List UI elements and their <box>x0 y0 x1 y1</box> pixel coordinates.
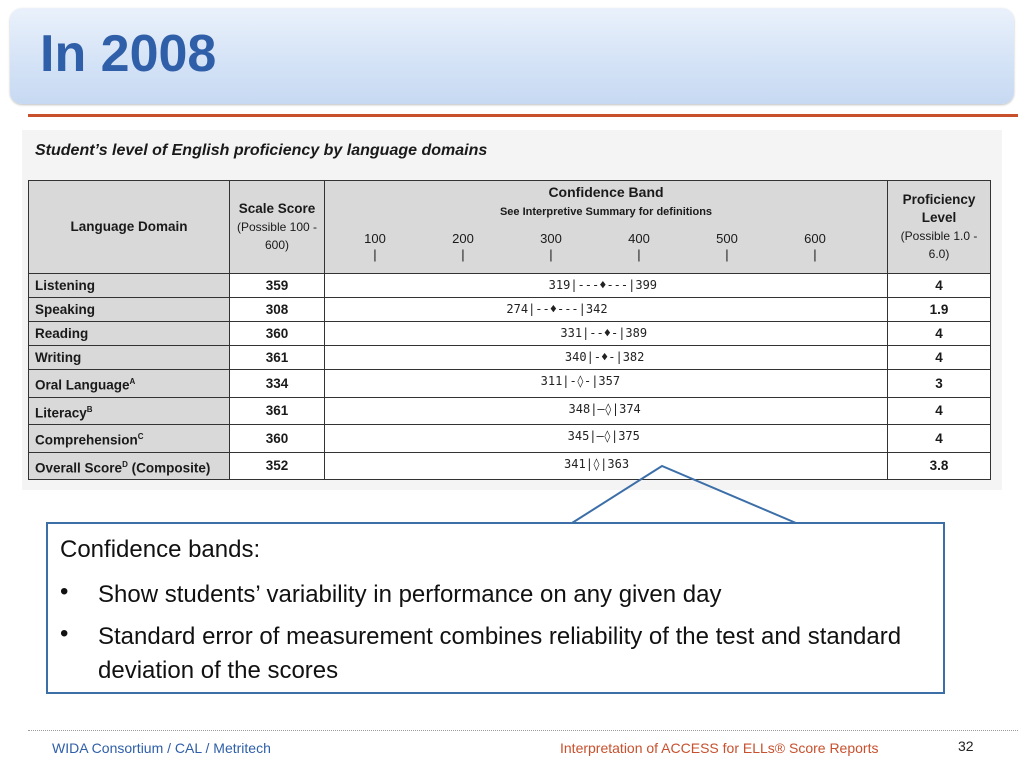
table-row <box>29 274 991 298</box>
col-header-domain <box>29 181 230 274</box>
col-header-scale <box>230 181 325 274</box>
scale-score-cell: 360 <box>230 322 325 346</box>
page-number: 32 <box>958 738 974 754</box>
domain-footnote-mark: D <box>122 459 128 469</box>
col-header-band-title: Confidence Band <box>548 184 664 200</box>
domain-name: Literacy <box>35 405 87 420</box>
confidence-band-cell <box>325 452 888 480</box>
table-row <box>29 322 991 346</box>
domain-name: Speaking <box>35 302 96 317</box>
domain-name: Listening <box>35 278 95 293</box>
band-axis-tick-mark: | <box>813 247 817 262</box>
scale-score-cell: 361 <box>230 346 325 370</box>
scale-score-cell: 334 <box>230 370 325 398</box>
footer-organization: WIDA Consortium / CAL / Metritech <box>52 740 271 756</box>
report-heading: Student’s level of English proficiency by language domains <box>35 142 488 159</box>
title-divider <box>28 114 1018 117</box>
proficiency-level-cell: 3.8 <box>888 452 991 480</box>
table-row <box>29 370 991 398</box>
band-axis-tick <box>355 231 395 263</box>
confidence-band-range: 340|-♦-|382 <box>564 350 645 364</box>
col-header-band-sub: See Interpretive Summary for definitions <box>499 206 713 218</box>
scale-score-cell: 359 <box>230 274 325 298</box>
band-axis-tick-mark: | <box>461 247 465 262</box>
col-header-band <box>325 181 888 274</box>
band-axis-tick-mark: | <box>373 247 377 262</box>
confidence-band-range: 345|–◊|375 <box>567 429 640 443</box>
proficiency-level-cell: 3 <box>888 370 991 398</box>
bullet-marker: • <box>60 578 69 605</box>
band-axis-tick <box>443 231 483 263</box>
proficiency-level-cell: 4 <box>888 425 991 453</box>
domain-footnote-mark: C <box>137 432 144 441</box>
bullet-text: Standard error of measurement combines reliability of the test and standard deviation of the scores <box>98 623 902 684</box>
band-axis-tick <box>531 231 571 263</box>
proficiency-table <box>28 180 991 480</box>
scale-score-cell: 308 <box>230 298 325 322</box>
confidence-band-range: 311|-◊-|357 <box>540 374 621 388</box>
band-axis-tick <box>795 231 835 263</box>
table-row <box>29 346 991 370</box>
scale-score-cell: 360 <box>230 425 325 453</box>
confidence-band-cell <box>325 370 888 398</box>
domain-cell <box>29 370 230 398</box>
col-header-level-sub: (Possible 1.0 - 6.0) <box>900 229 978 261</box>
domain-cell <box>29 452 230 480</box>
domain-cell <box>29 425 230 453</box>
confidence-band-callout <box>46 522 945 694</box>
table-row <box>29 452 991 480</box>
domain-cell <box>29 346 230 370</box>
proficiency-level-cell: 4 <box>888 322 991 346</box>
domain-name: Comprehension <box>35 432 138 448</box>
bullet-marker: • <box>60 620 69 647</box>
slide-title: In 2008 <box>40 25 217 83</box>
callout-heading: Confidence bands: <box>60 536 261 563</box>
confidence-band-range: 319|---♦---|399 <box>548 278 658 292</box>
footer-divider <box>28 730 1018 731</box>
col-header-level-title: Proficiency Level <box>902 192 976 225</box>
confidence-band-cell <box>325 425 888 453</box>
band-axis-tick <box>619 231 659 263</box>
band-axis-tick-mark: | <box>725 247 729 262</box>
domain-footnote-mark: B <box>86 404 93 414</box>
confidence-band-cell <box>325 322 888 346</box>
band-axis-tick-label: 600 <box>804 231 826 246</box>
confidence-band-cell <box>325 274 888 298</box>
confidence-band-cell <box>325 397 888 425</box>
table-row <box>29 298 991 322</box>
score-report-image <box>22 130 1002 490</box>
band-axis-tick-label: 300 <box>540 231 562 246</box>
domain-suffix: (Composite) <box>127 460 211 475</box>
domain-footnote-mark: A <box>129 377 136 386</box>
table-row <box>29 397 991 425</box>
bullet-text: Show students’ variability in performance on any given day <box>98 581 722 608</box>
domain-cell <box>29 298 230 322</box>
band-axis-tick-label: 400 <box>628 231 650 246</box>
col-header-scale-sub: (Possible 100 - 600) <box>236 220 318 252</box>
confidence-band-range: 274|--♦---|342 <box>506 302 608 316</box>
band-axis-tick-label: 500 <box>716 231 738 246</box>
domain-name: Oral Language <box>35 377 130 393</box>
scale-score-cell: 361 <box>230 397 325 425</box>
table-row <box>29 425 991 453</box>
proficiency-level-cell: 4 <box>888 397 991 425</box>
col-header-scale-title: Scale Score <box>238 201 316 216</box>
band-axis-tick-mark: | <box>637 247 641 262</box>
domain-cell <box>29 274 230 298</box>
scale-score-cell: 352 <box>230 452 325 480</box>
band-axis-tick-label: 200 <box>452 231 474 246</box>
domain-name: Reading <box>35 326 89 341</box>
col-header-domain-label: Language Domain <box>70 219 188 234</box>
domain-name: Writing <box>35 350 82 365</box>
confidence-band-cell <box>325 298 888 322</box>
confidence-band-cell <box>325 346 888 370</box>
domain-cell <box>29 397 230 425</box>
band-axis-tick-mark: | <box>549 247 553 262</box>
domain-cell <box>29 322 230 346</box>
proficiency-level-cell: 4 <box>888 346 991 370</box>
proficiency-level-cell: 4 <box>888 274 991 298</box>
footer-presentation-title: Interpretation of ACCESS for ELLs® Score Reports <box>560 740 879 756</box>
confidence-band-range: 348|–◊|374 <box>568 401 641 416</box>
band-axis-tick <box>707 231 747 263</box>
col-header-level <box>888 181 991 274</box>
domain-name: Overall Score <box>35 460 123 475</box>
confidence-band-range: 341|◊|363 <box>564 456 630 471</box>
band-axis-ticks <box>331 231 881 271</box>
confidence-band-range: 331|--♦-|389 <box>560 326 648 340</box>
band-axis-tick-label: 100 <box>364 231 386 246</box>
proficiency-level-cell: 1.9 <box>888 298 991 322</box>
